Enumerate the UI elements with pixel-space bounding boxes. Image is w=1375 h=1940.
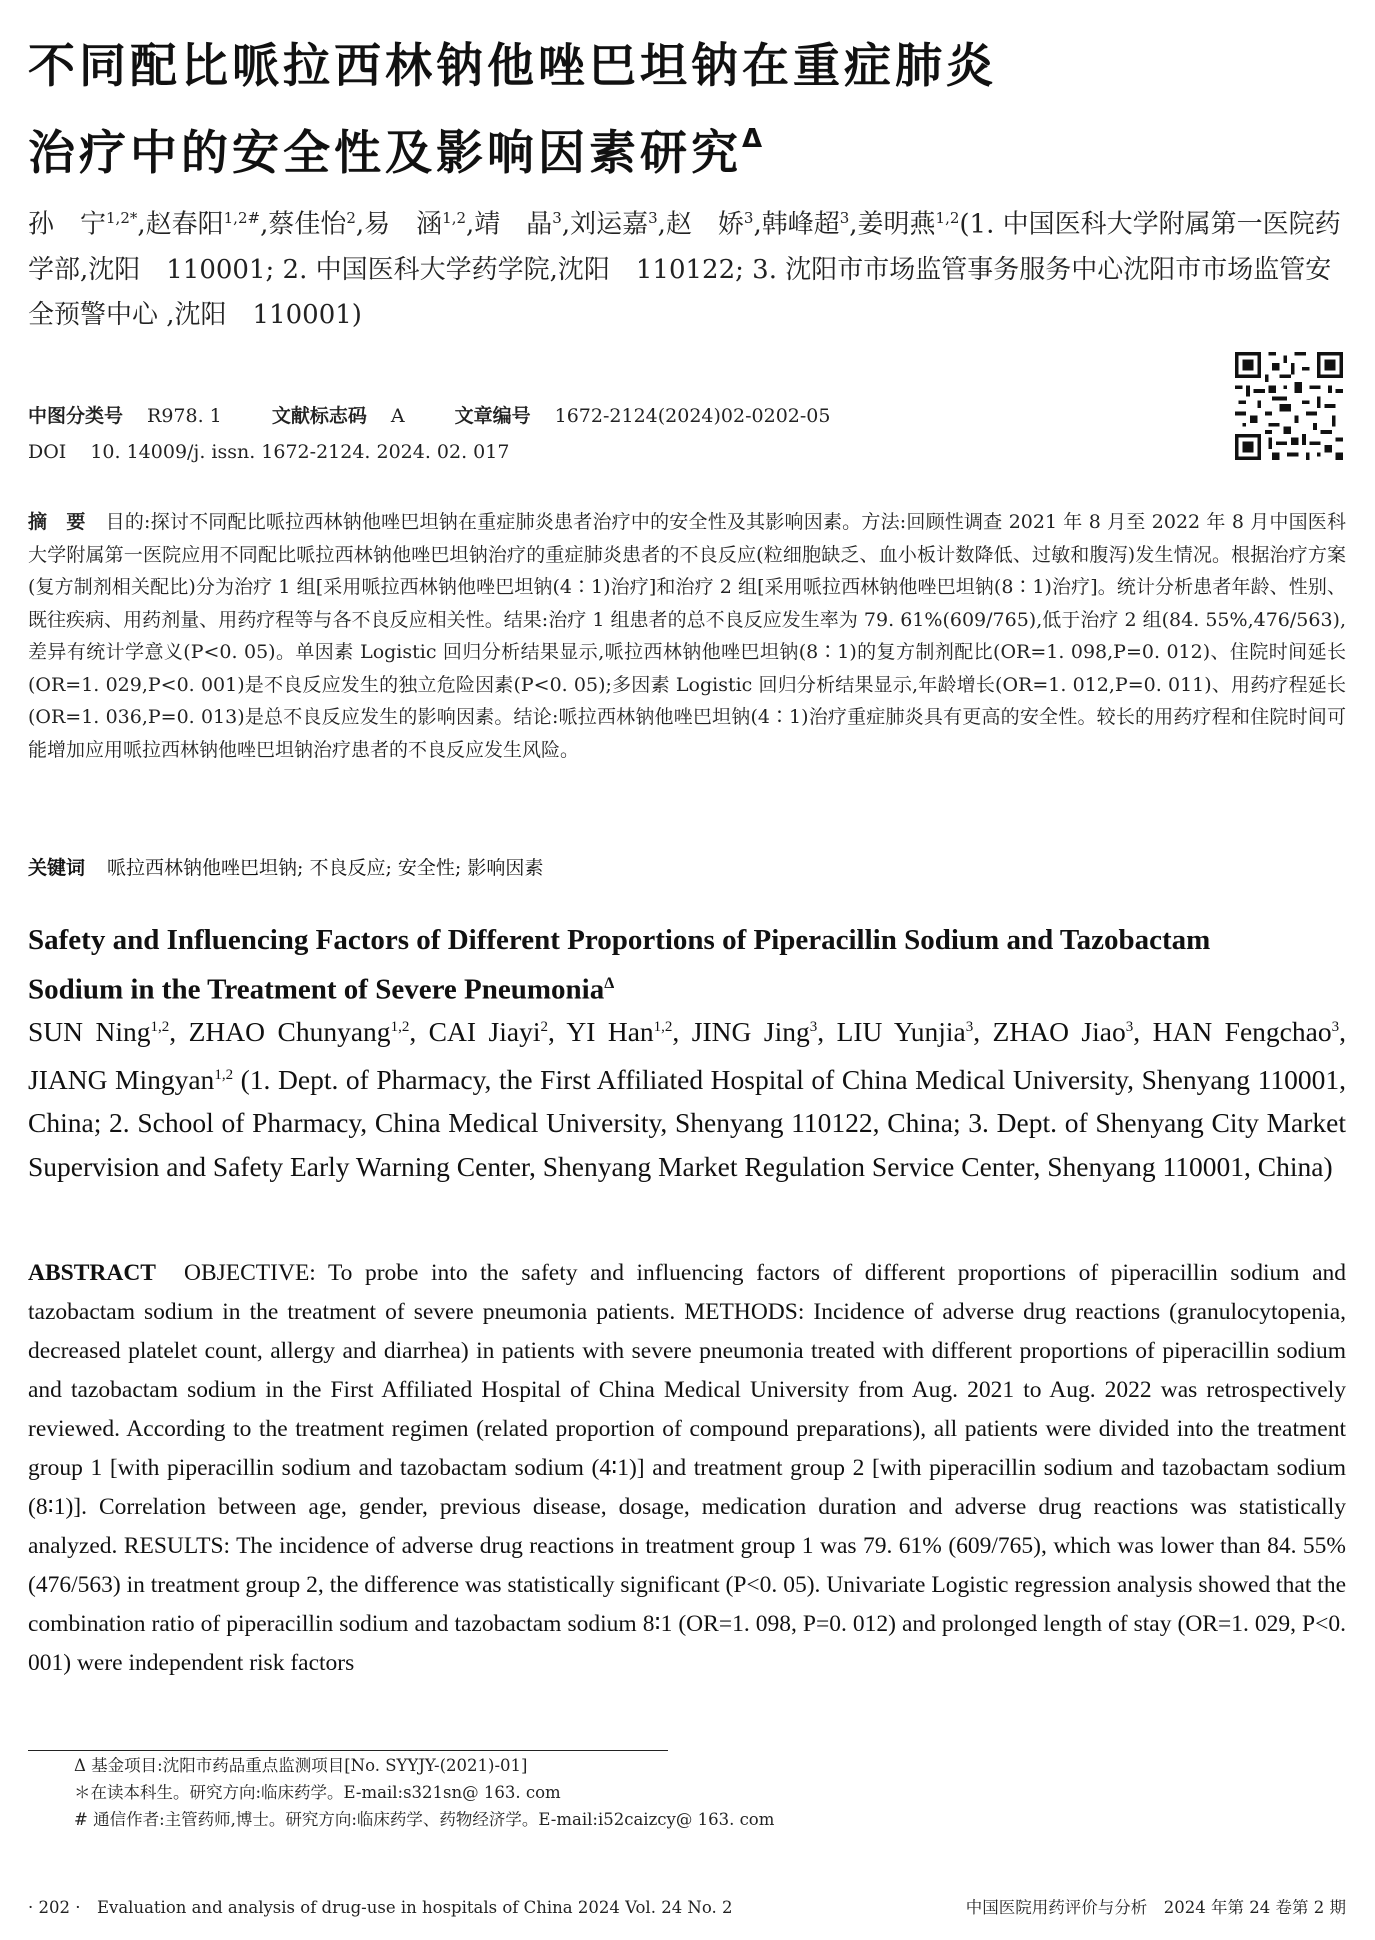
- chinese-keywords: [28, 852, 1346, 884]
- footnote-first-author: ＊在读本科生。研究方向:临床药学。E-mail:s321sn@ 163. com: [74, 1783, 561, 1802]
- keywords-cn-label: 关键词: [28, 857, 86, 879]
- clc-value: R978. 1: [147, 405, 222, 427]
- author-en: , CAI Jiayi: [409, 1016, 541, 1048]
- author-en: , LIU Yunjia: [817, 1016, 966, 1048]
- abstract-cn-text: 目的:探讨不同配比哌拉西林钠他唑巴坦钠在重症肺炎患者治疗中的安全性及其影响因素。方法:回顾性调查 2021 年 8 月至 2022 年 8 月中国医科大学附属第一医院应用不同配比哌拉西林钠他唑巴坦钠治疗的重症肺炎患者的不良反应(粒细胞缺乏、血小板计数降低、过敏和腹泻)发生情况。根据治疗方案(复方制剂相关配比)分为治疗 1 组[采用哌拉西林钠他唑巴坦钠(4∶1)治疗]和治疗 2 组[采用哌拉西林钠他唑巴坦钠(8∶1)治疗]。统计分析患者年龄、性别、既往疾病、用药剂量、用药疗程等与各不良反应相关性。结果:治疗 1 组患者的总不良反应发生率为 79. 61%(609/765),低于治疗 2 组(84. 55%,476/563),差异有统计学意义(P<0. 05)。单因素 Logistic 回归分析结果显示,哌拉西林钠他唑巴坦钠(8∶1)的复方制剂配比(OR=1. 098,P=0. 012)、住院时间延长(OR=1. 029,P<0. 001)是不良反应发生的独立危险因素(P<0. 05);多因素 Logistic 回归分析结果显示,年龄增长(OR=1. 012,P=0. 011)、用药疗程延长(OR=1. 036,P=0. 013)是总不良反应发生的影响因素。结论:哌拉西林钠他唑巴坦钠(4∶1)治疗重症肺炎具有更高的安全性。较长的用药疗程和住院时间可能增加应用哌拉西林钠他唑巴坦钠治疗患者的不良反应发生风险。: [28, 511, 1346, 761]
- chinese-title-line1: 不同配比哌拉西林钠他唑巴坦钠在重症肺炎: [28, 39, 997, 94]
- english-title-line2: Sodium in the Treatment of Severe Pneumonia$^\Delta$: [28, 973, 615, 1006]
- abstract-en-text: OBJECTIVE: To probe into the safety and influencing factors of different proportions of piperacillin sodium and tazobactam sodium in the treatment of severe pneumonia patients. METHODS: Incidence of adverse drug reactions (granulocytopenia, decreased platelet count, allergy and diarrhea) in patients with severe pneumonia treated with different proportions of piperacillin sodium and tazobactam sodium in the First Affiliated Hospital of China Medical University from Aug. 2021 to Aug. 2022 was retrospectively reviewed. According to the treatment regimen (related proportion of compound preparations), all patients were divided into the treatment group 1 [with piperacillin sodium and tazobactam sodium (4∶1)] and treatment group 2 [with piperacillin sodium and tazobactam sodium (8∶1)]. Correlation between age, gender, previous disease, dosage, medication duration and adverse drug reactions was statistically analyzed. RESULTS: The incidence of adverse drug reactions in treatment group 1 was 79. 61% (609/765), which was lower than 84. 55% (476/563) in treatment group 2, the difference was statistically significant (P<0. 05). Univariate Logistic regression analysis showed that the combination ratio of piperacillin sodium and tazobactam sodium 8∶1 (OR=1. 098, P=0. 012) and prolonged length of stay (OR=1. 029, P<0. 001) were independent risk factors: [28, 1260, 1346, 1676]
- footnotes: [74, 1752, 1074, 1833]
- author-en: SUN Ning: [28, 1016, 151, 1048]
- clc-label: 中图分类号: [28, 405, 124, 427]
- english-authors: SUN Ning$^{1,2}$, ZHAO Chunyang$^{1,2}$, CAI Jiayi$^2$, YI Han$^{1,2}$, JING Jing$^3$, LIU Yunjia$^3$, ZHAO Jiao$^3$, HAN Fengchao$^3$, JIANG Mingyan$^{1,2}$ (1. Dept. of Pharmacy, the First Affiliated Hospital of China Medical University, Shenyang 110001, China; 2. School of Pharmacy, China Medical University, Shenyang 110122, China; 3. Dept. of Shenyang City Market Supervision and Safety Early Warning Center, Shenyang Market Regulation Service Center, Shenyang 110001, China): [28, 1016, 1346, 1182]
- qr-code-icon[interactable]: [1235, 352, 1343, 460]
- doi-value[interactable]: 10. 14009/j. issn. 1672-2124. 2024. 02. 017: [90, 441, 510, 463]
- meta-row-2: [28, 434, 1178, 470]
- author-cn: ,靖 晶: [466, 209, 553, 240]
- english-title: [28, 918, 1348, 1012]
- author-cn: ,韩峰超: [753, 209, 840, 240]
- footnote-funding: Δ 基金项目:沈阳市药品重点监测项目[No. SYYJY-(2021)-01]: [74, 1756, 528, 1775]
- affiliations-en: (1. Dept. of Pharmacy, the First Affiliated Hospital of China Medical University, Shenyang 110001, China; 2. School of Pharmacy, China Medical University, Shenyang 110122, China; 3. Dept. of Shenyang City Market Supervision and Safety Early Warning Center, Shenyang Market Regulation Service Center, Shenyang 110001, China): [28, 1063, 1346, 1182]
- author-en: , ZHAO Jiao: [973, 1016, 1126, 1048]
- author-cn: 孙 宁: [28, 209, 107, 240]
- author-cn: ,赵春阳: [137, 209, 224, 240]
- article-no-label: 文章编号: [454, 405, 531, 427]
- footnote-divider: [28, 1750, 668, 1751]
- doccode-value: A: [390, 405, 405, 427]
- footer-journal-cn: 中国医院用药评价与分析 2024 年第 24 卷第 2 期: [965, 1898, 1346, 1917]
- chinese-title-line2: 治疗中的安全性及影响因素研究$^\Delta$: [28, 124, 763, 181]
- doccode-label: 文献标志码: [271, 405, 367, 427]
- author-cn: ,蔡佳怡: [260, 209, 347, 240]
- chinese-abstract: [28, 506, 1346, 766]
- abstract-cn-label: 摘 要: [28, 511, 86, 533]
- chinese-authors: 孙 宁$^{1,2*}$,赵春阳$^{1,2\#}$,蔡佳怡$^2$,易 涵$^{1,2}$,靖 晶$^3$,刘运嘉$^3$,赵 娇$^3$,韩峰超$^3$,姜明燕$^{1,2}$(1. 中国医科大学附属第一医院药学部,沈阳 110001; 2. 中国医科大学药学院,沈阳 110122; 3. 沈阳市市场监管事务服务中心沈阳市市场监管安全预警中心 ,沈阳 110001): [28, 209, 1341, 330]
- author-en: , JIANG Mingyan: [28, 1016, 1346, 1095]
- author-en: , ZHAO Chunyang: [169, 1016, 391, 1048]
- funding-mark: Δ: [742, 124, 763, 154]
- meta-row-1: [28, 398, 1178, 434]
- doi-label: DOI: [28, 441, 67, 463]
- keywords-cn-text: 哌拉西林钠他唑巴坦钠; 不良反应; 安全性; 影响因素: [107, 857, 544, 879]
- funding-mark-en: Δ: [604, 975, 615, 992]
- author-cn: ,赵 娇: [657, 209, 744, 240]
- english-abstract: [28, 1254, 1346, 1683]
- author-en: , YI Han: [547, 1016, 654, 1048]
- author-en: , HAN Fengchao: [1133, 1016, 1332, 1048]
- english-title-line1: Safety and Influencing Factors of Different Proportions of Piperacillin Sodium and Tazobactam: [28, 924, 1211, 956]
- footer-journal-en: · 202 · Evaluation and analysis of drug-use in hospitals of China 2024 Vol. 24 No. 2: [28, 1898, 733, 1917]
- author-cn: ,易 涵: [355, 209, 443, 240]
- article-meta: [28, 398, 1178, 470]
- author-cn: ,姜明燕: [849, 209, 936, 240]
- abstract-en-label: ABSTRACT: [28, 1260, 156, 1286]
- affiliations-cn: (1. 中国医科大学附属第一医院药学部,沈阳 110001; 2. 中国医科大学药学院,沈阳 110122; 3. 沈阳市市场监管事务服务中心沈阳市市场监管安全预警中心 ,沈阳 110001): [28, 209, 1341, 330]
- article-no-value: 1672-2124(2024)02-0202-05: [554, 405, 831, 427]
- footnote-corresponding: # 通信作者:主管药师,博士。研究方向:临床药学、药物经济学。E-mail:i52caizcy@ 163. com: [74, 1810, 775, 1829]
- author-cn: ,刘运嘉: [561, 209, 649, 240]
- chinese-title: [28, 30, 1348, 190]
- author-en: , JING Jing: [672, 1016, 810, 1048]
